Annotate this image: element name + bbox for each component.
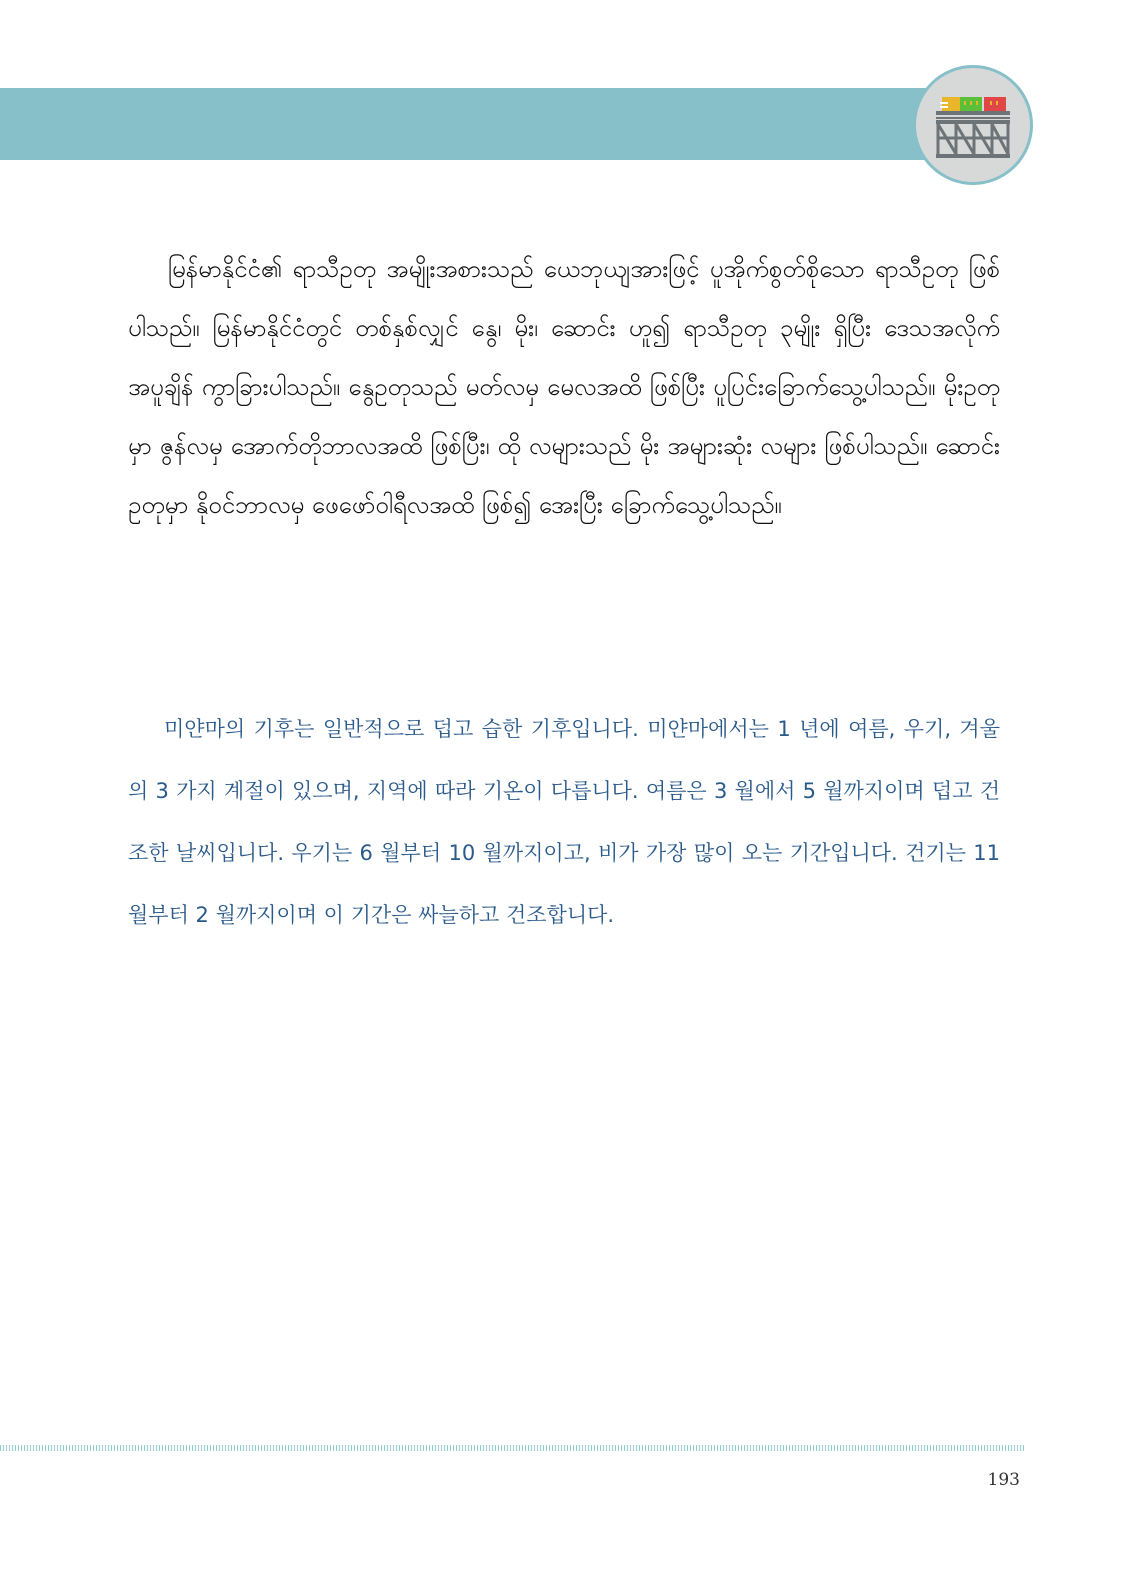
- page-number: 193: [987, 1470, 1020, 1490]
- header-badge: [913, 65, 1033, 185]
- korean-paragraph: 미얀마의 기후는 일반적으로 덥고 습한 기후입니다. 미얀마에서는 1 년에 여름, 우기, 겨울의 3 가지 계절이 있으며, 지역에 따라 기온이 다릅니다. 여름은 3 월에서 5 월까지이며 덥고 건조한 날씨입니다. 우기는 6 월부터 10 월까지이고, 비가 가장 많이 오는 기간입니다. 건기는 11 월부터 2 월까지이며 이 기간은 싸늘하고 건조합니다.: [128, 717, 1000, 927]
- header-band: [0, 88, 940, 160]
- footer-dotted-rule: [0, 1445, 1026, 1451]
- myanmar-paragraph: မြန်မာနိုင်ငံ၏ ရာသီဥတု အမျိုးအစားသည် ယေဘုယျအားဖြင့် ပူအိုက်စွတ်စိုသော ရာသီဥတု ဖြစ်ပါသည်။ မြန်မာနိုင်ငံတွင် တစ်နှစ်လျှင် နွေ၊ မိုး၊ ဆောင်း ဟူ၍ ရာသီဥတု ၃မျိုး ရှိပြီး ဒေသအလိုက် အပူချိန် ကွာခြားပါသည်။ နွေဥတုသည် မတ်လမှ မေလအထိ ဖြစ်ပြီး ပူပြင်းခြောက်သွေ့ပါသည်။ မိုးဥတုမှာ ဇွန်လမှ အောက်တိုဘာလအထိ ဖြစ်ပြီး၊ ထို လများသည် မိုး အများဆုံး လများ ဖြစ်ပါသည်။ ဆောင်းဥတုမှာ နိုဝင်ဘာလမှ ဖေဖော်ဝါရီလအထိ ဖြစ်၍ အေးပြီး ခြောက်သွေ့ပါသည်။: [128, 255, 1000, 519]
- train-on-bridge-icon: [916, 68, 1030, 182]
